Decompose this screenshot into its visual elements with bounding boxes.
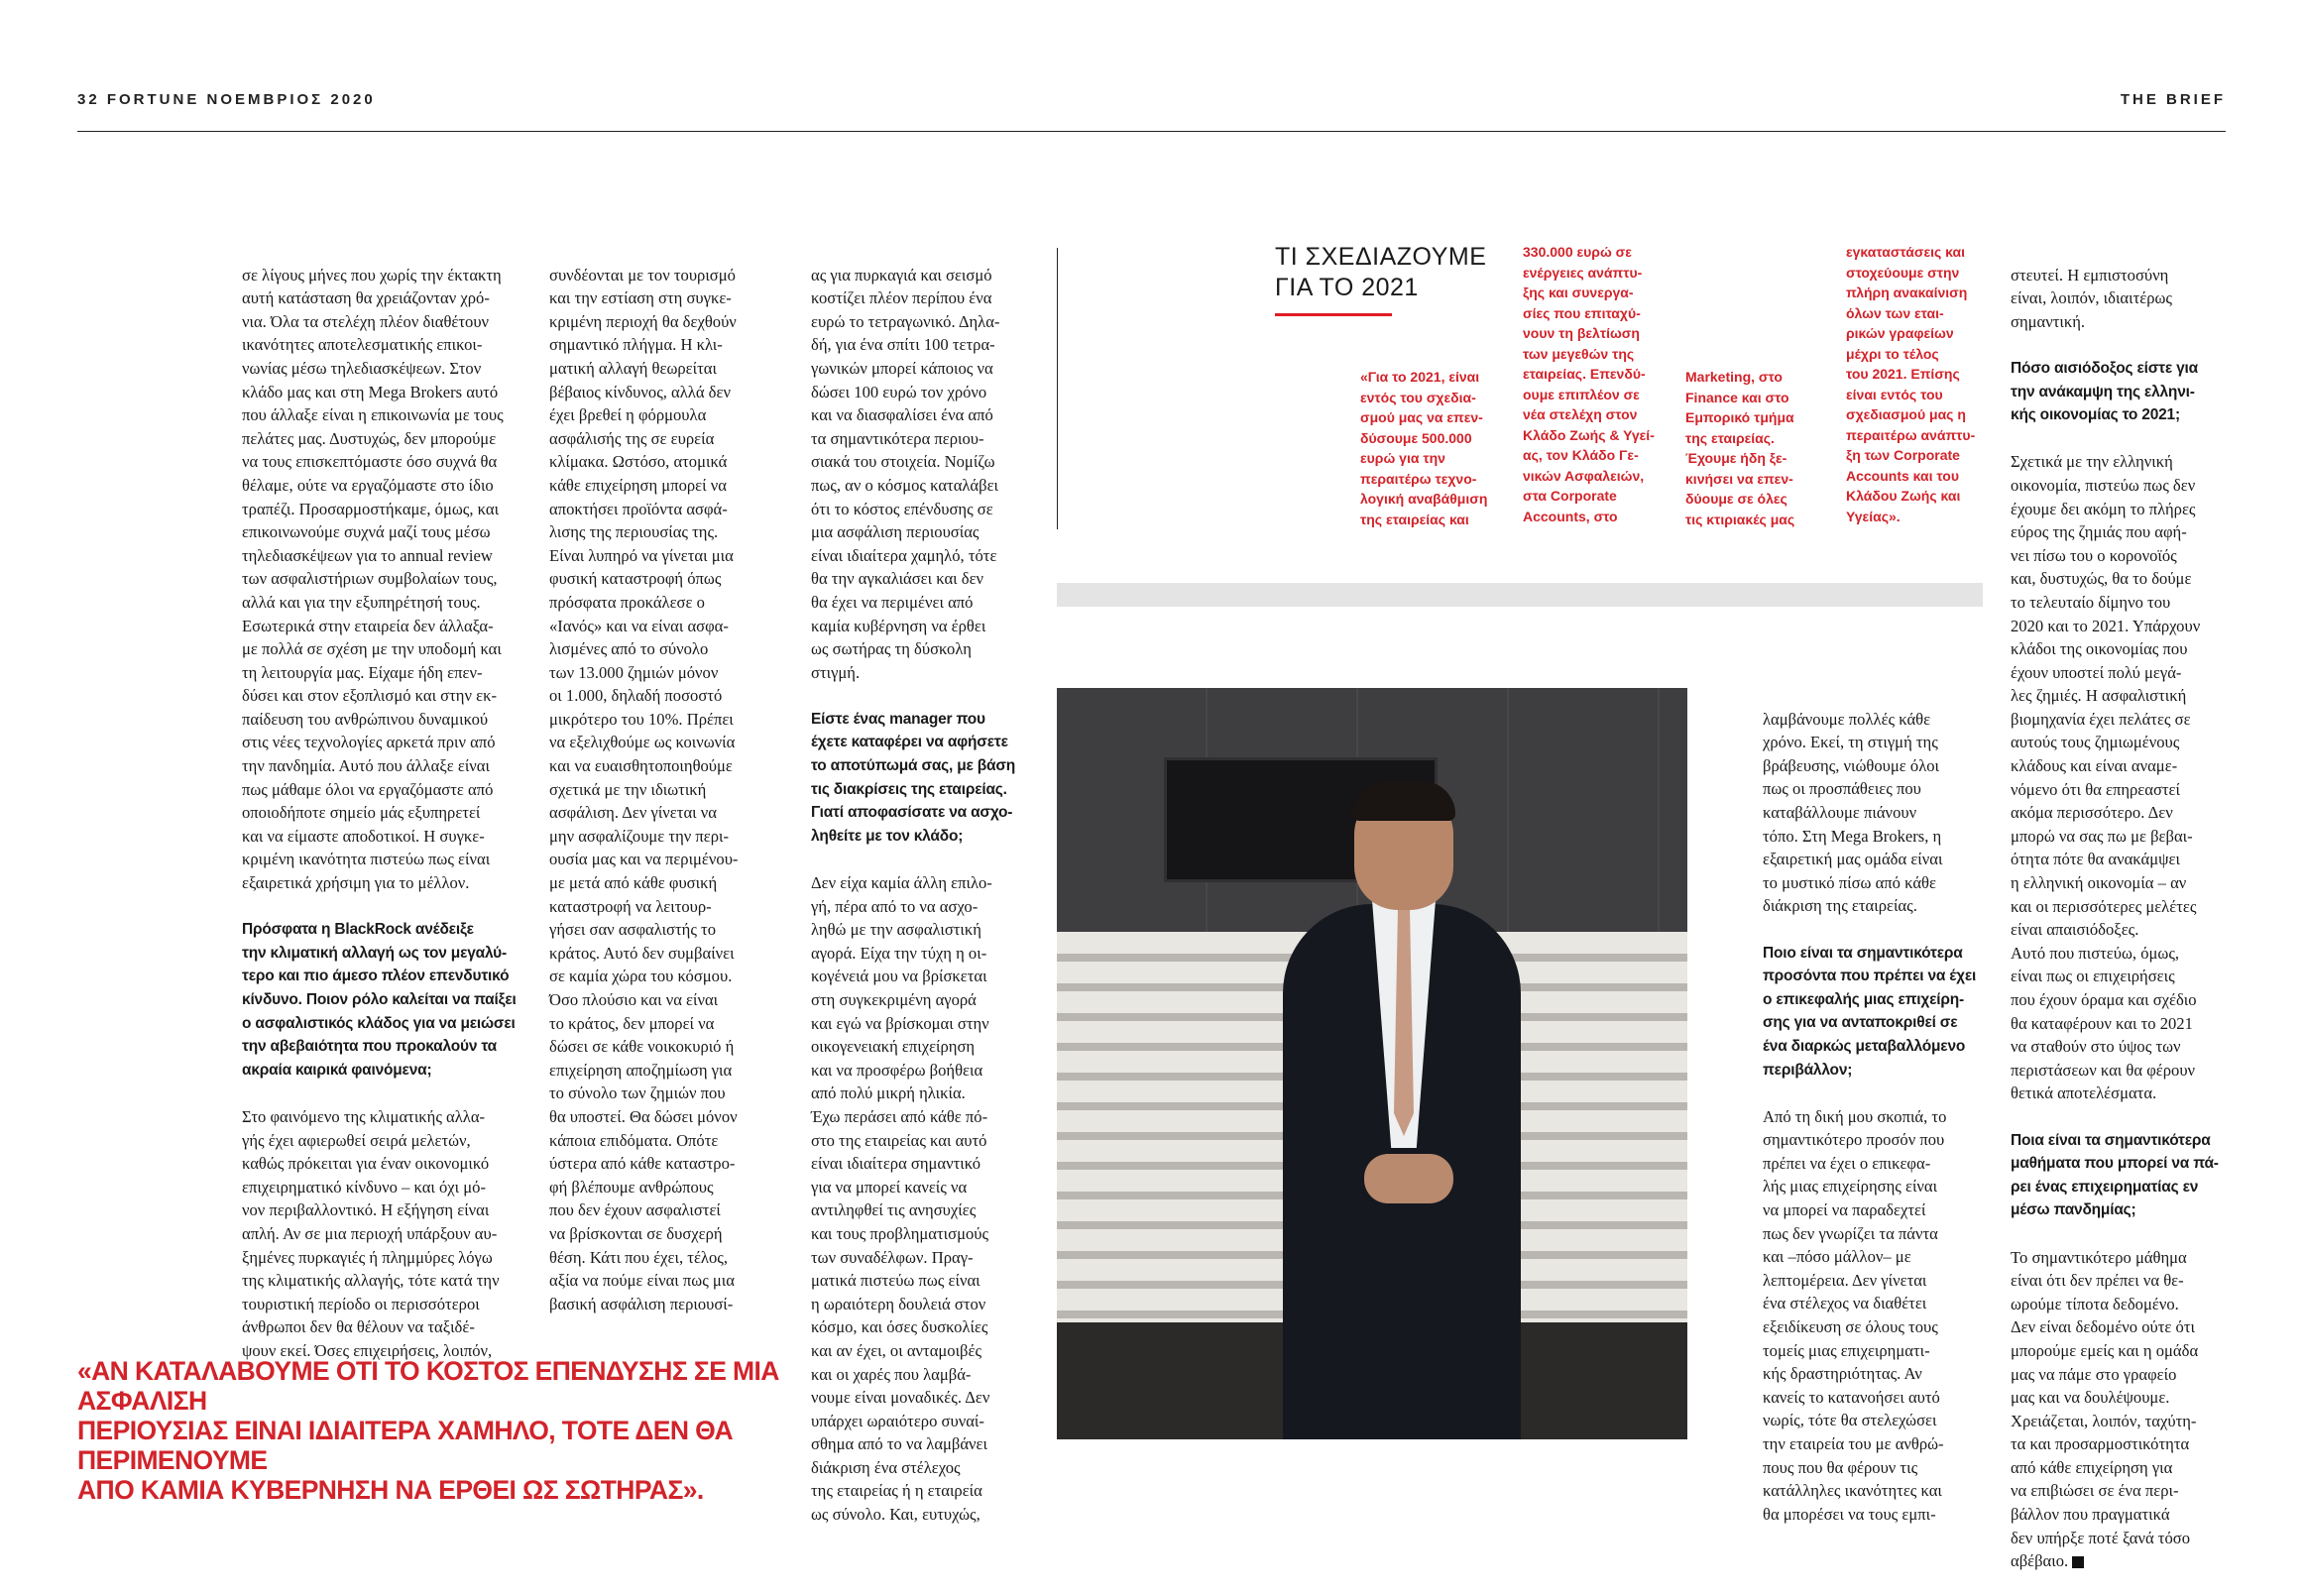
paragraph: λαμβάνουμε πολλές κάθε χρόνο. Εκεί, τη στιγμή της βράβευσης, νιώθουμε όλοι πως οι προσπάθειες που καταβάλλουμε πιάνουν τόπο. Στη Mega Brokers, η εξαιρετική μας ομάδα είναι το μυστικό πίσω από κάθε διάκριση της εταιρείας. (1763, 709, 1943, 916)
interview-question: Ποιο είναι τα σημαντικότερα προσόντα που πρέπει να έχει ο επικεφαλής μιας επιχείρη- σης για να ανταποκριθεί σε ένα διαρκώς μεταβαλλόμενο περιβάλλον; (1763, 944, 1977, 1079)
sidebar-box-text-2: 330.000 ευρώ σε ενέργειες ανάπτυ- ξης και συνεργα- σίες που επιταχύ- νουν τη βελτίωση των μεγεθών της εταιρείας. Επενδύ- ουμε επιπλέον σε νέα στελέχη στον Κλάδο Ζωής & Υγεί- ας, τον Κλάδο Γε- νικών Ασφαλειών, στα Corporate Accounts, στο (1523, 244, 1655, 524)
pull-quote: «ΑΝ ΚΑΤΑΛΑΒΟΥΜΕ ΟΤΙ ΤΟ ΚΟΣΤΟΣ ΕΠΕΝΔΥΣΗΣ ΣΕ ΜΙΑ ΑΣΦΑΛΙΣΗ ΠΕΡΙΟΥΣΙΑΣ ΕΙΝΑΙ ΙΔΙΑΙΤΕΡΑ ΧΑΜΗΛΟ, ΤΟΤΕ ΔΕΝ ΘΑ ΠΕΡΙΜΕΝΟΥΜΕ ΑΠΟ ΚΑΜΙΑ ΚΥΒΕΡΝΗΣΗ ΝΑ ΕΡΘΕΙ ΩΣ ΣΩΤΗΡΑΣ». (77, 1356, 779, 1505)
paragraph: σε λίγους μήνες που χωρίς την έκτακτη αυτή κατάσταση θα χρειάζονταν χρό- νια. Όλα τα στελέχη πλέον διαθέτουν ικανότητες αποτελεσματικής επικοι- νωνίας μέσω τηλεδιασκέψεων. Στον κλάδο μας και στη Mega Brokers αυτό που άλλαξε είναι η επικοινωνία με τους πελάτες μας. Δυστυχώς, δεν μπορούμε να τους επισκεπτόμαστε όσο συχνά θα θέλαμε, ούτε να εργαζόμαστε στο ίδιο τραπέζι. Προσαρμοστήκαμε, όμως, και επικοινωνούμε συχνά μαζί τους μέσω τηλεδιασκέψεων για το annual review των ασφαλιστήριων συμβολαίων τους, αλλά και για την εξυπηρέτησή τους. Εσωτερικά στην εταιρεία δεν άλλαξα- με πολλά σε σχέση με την υποδομή και τη λειτουργία μας. Είχαμε ήδη επεν- δύσει και στον εξοπλισμό και στην εκ- παίδευση του ανθρώπινου δυναμικού στις νέες τεχνολογίες αρκετά πριν από την πανδημία. Αυτό που άλλαξε είναι πως μάθαμε όλοι να εργαζόμαστε από οποιοδήποτε σημείο μάς εξυπηρετεί και να είμαστε αποδοτικοί. Η συγκε- κριμένη ικανότητα πιστεύω πως είναι εξαιρετικά χρήσιμη για το μέλλον. (242, 265, 504, 893)
paragraph: ας για πυρκαγιά και σεισμό κοστίζει πλέον περίπου ένα ευρώ το τετραγωνικό. Δηλα- δή, για ένα σπίτι 100 τετρα- γωνικών μπορεί κάποιος να δώσει 100 ευρώ τον χρόνο και να διασφαλίσει ένα από τα σημαντικότερα περιου- σιακά του στοιχεία. Νομίζω πως, αν ο κόσμος καταλάβει ότι το κόστος επένδυσης σε μια ασφάλιση περιουσίας είναι ιδιαίτερα χαμηλό, τότε θα την αγκαλιάσει και δεν θα έχει να περιμένει από καμία κυβέρνηση να έρθει ως σωτήρας τη δύσκολη στιγμή. (811, 265, 1000, 682)
closing-paragraph: Το σημαντικότερο μάθημα είναι ότι δεν πρέπει να θε- ωρούμε τίποτα δεδομένο. Δεν είναι δεδομένο ούτε ότι μπορούμε εμείς και η ομάδα μας να πάμε στο γραφείο μας και να δουλέψουμε. Χρειάζεται, λοιπόν, ταχύτη- τα και προσαρμοστικότητα από κάθε επιχείρηση για να επιβιώσει σε ένα περι- βάλλον που πραγματικά δεν υπήρξε ποτέ ξανά τόσο αβέβαιο. (2011, 1247, 2199, 1571)
article-column-2 (549, 240, 773, 1339)
sidebar-box-title: ΤΙ ΣΧΕΔΙΑΖΟΥΜΕ ΓΙΑ ΤΟ 2021 (1275, 243, 1487, 301)
photo-hands (1364, 1154, 1453, 1203)
paragraph (2011, 1246, 2235, 1573)
section-name: THE BRIEF (2120, 91, 2226, 108)
paragraph: Σχετικά με την ελληνική οικονομία, πιστεύω πως δεν έχουμε δει ακόμη το πλήρες εύρος της ζημιάς που αφή- νει πίσω του ο κορονοϊός και, δυστυχώς, θα το δούμε το τελευταίο δίμηνο του 2020 και το 2021. Υπάρχουν κλάδοι της οικονομίας που έχουν υποστεί πολύ μεγά- λες ζημιές. Η ασφαλιστική βιομηχανία έχει πελάτες σε αυτούς τους ζημιωμένους κλάδους και είναι αναμε- νόμενο ότι θα επηρεαστεί ακόμα περισσότερο. Δεν μπορώ να σας πω με βεβαι- ότητα πότε θα ανακάμψει η ελληνική οικονομία – αν και οι περισσότερες μελέτες είναι απαισιόδοξες. Αυτό που πιστεύω, όμως, είναι πως οι επιχειρήσεις που έχουν όραμα και σχέδιο θα καταφέρουν και το 2021 να σταθούν στο ύψος των περιστάσεων και θα φέρουν θετικά αποτελέσματα. (2011, 452, 2201, 1103)
page-header-left: 32 FORTUNE ΝΟΕΜΒΡΙΟΣ 2020 (77, 91, 376, 108)
paragraph: Στο φαινόμενο της κλιματικής αλλα- γής έχει αφιερωθεί σειρά μελετών, καθώς πρόκειται για έναν οικονομικό επιχειρηματικό κίνδυνο – και όχι μό- νον περιβαλλοντικό. Η εξήγηση είναι απλή. Αν σε μια περιοχή υπάρξουν αυ- ξημένες πυρκαγιές ή πλημμύρες λόγω της κλιματικής αλλαγής, τότε κατά την τουριστική περίοδο οι περισσότεροι άνθρωποι δεν θα θέλουν να ταξιδέ- ψουν εκεί. Όσες επιχειρήσεις, λοιπόν, (242, 1106, 500, 1360)
article-column-4 (1763, 684, 1987, 1549)
end-mark-icon (2072, 1556, 2084, 1568)
interview-question: Ποια είναι τα σημαντικότερα μαθήματα που μπορεί να πά- ρει ένας επιχειρηματίας εν μέσω πανδημίας; (2011, 1131, 2219, 1219)
paragraph: στευτεί. Η εμπιστοσύνη είναι, λοιπόν, ιδιαιτέρως σημαντική. (2011, 265, 2172, 331)
interview-question: Πρόσφατα η BlackRock ανέδειξε την κλιματική αλλαγή ως τον μεγαλύ- τερο και πιο άμεσο πλέον επενδυτικό κίνδυνο. Ποιον ρόλο καλείται να παίξει ο ασφαλιστικός κλάδος για να μειώσει την αβεβαιότητα που προκαλούν τα ακραία καιρικά φαινόμενα; (242, 921, 517, 1079)
article-column-3 (811, 240, 1035, 1549)
grey-separator-bar (1057, 583, 1983, 607)
paragraph: συνδέονται με τον τουρισμό και την εστίαση στη συγκε- κριμένη περιοχή θα δεχθούν σημαντικό πλήγμα. Η κλι- ματική αλλαγή θεωρείται βέβαιος κίνδυνος, αλλά δεν έχει βρεθεί η φόρμουλα ασφάλισής της σε ευρεία κλίμακα. Ωστόσο, ατομικά κάθε επιχείρηση μπορεί να αποκτήσει προϊόντα ασφά- λισης της περιουσίας της. Είναι λυπηρό να γίνεται μια φυσική καταστροφή όπως πρόσφατα προκάλεσε ο «Ιανός» και να είναι ασφα- λισμένες από το σύνολο των 13.000 ζημιών μόνον οι 1.000, δηλαδή ποσοστό μικρότερο του 10%. Πρέπει να εξελιχθούμε ως κοινωνία και να ευαισθητοποιηθούμε σχετικά με την ιδιωτική ασφάλιση. Δεν γίνεται να μην ασφαλίζουμε την περι- ουσία μας και να περιμένου- με μετά από κάθε φυσική καταστροφή να λειτουρ- γήσει σαν ασφαλιστής το κράτος. Αυτό δεν συμβαίνει σε καμία χώρα του κόσμου. Όσο πλούσιο και να είναι το κράτος, δεν μπορεί να δώσει σε κάθε νοικοκυριό ή επιχείρηση αποζημίωση για το σύνολο των ζημιών που θα υποστεί. Θα δώσει μόνον κάποια επιδόματα. Οπότε ύστερα από κάθε καταστρο- φή βλέπουμε ανθρώπους που δεν έχουν ασφαλιστεί να βρίσκονται σε δυσχερή θέση. Κάτι που έχει, τέλος, αξία να πούμε είναι πως μια βασική ασφάλιση περιουσί- (549, 265, 739, 1313)
portrait-photo (1057, 688, 1687, 1439)
sidebar-box-text-4: εγκαταστάσεις και στοχεύουμε στην πλήρη ανακαίνιση όλων των εται- ρικών γραφείων μέχρι το τέλος του 2021. Επίσης είναι εντός του σχεδιασμού μας η περαιτέρω ανάπτυ- ξη των Corporate Accounts και του Κλάδου Ζωής και Υγείας». (1846, 244, 1976, 524)
photo-hair (1352, 781, 1455, 821)
interview-question: Πόσο αισιόδοξος είστε για την ανάκαμψη της ελληνι- κής οικονομίας το 2021; (2011, 359, 2198, 424)
sidebar-box-text-3: Marketing, στο Finance και στο Εμπορικό τμήμα της εταιρείας. Έχουμε ήδη ξε- κινήσει να επεν- δύουμε σε όλες τις κτιριακές μας (1685, 369, 1795, 527)
box-divider (1057, 248, 1058, 529)
paragraph: Από τη δική μου σκοπιά, το σημαντικότερο προσόν που πρέπει να έχει ο επικεφα- λής μιας επιχείρησης είναι να μπορεί να παραδεχτεί πως δεν γνωρίζει τα πάντα και –πόσο μάλλον– με λεπτομέρεια. Δεν γίνεται ένα στέλεχος να διαθέτει εξειδίκευση σε όλους τους τομείς μιας επιχειρηματι- κής δραστηριότητας. Αν κανείς το κατανοήσει αυτό νωρίς, τότε θα στελεχώσει την εταιρεία του με ανθρώ- πους που θα φέρουν τις κατάλληλες ικανότητες και θα μπορέσει να τους εμπι- (1763, 1106, 1947, 1524)
header-rule (77, 131, 2226, 132)
interview-question: Είστε ένας manager που έχετε καταφέρει να αφήσετε το αποτύπωμά σας, με βάση τις διακρίσεις της εταιρείας. Γιατί αποφασίσατε να ασχο- ληθείτε με τον κλάδο; (811, 710, 1016, 845)
sidebar-box-text-1: «Για το 2021, είναι εντός του σχεδια- σμού μας να επεν- δύσουμε 500.000 ευρώ για την περαιτέρω τεχνο- λογική αναβάθμιση της εταιρείας και (1360, 369, 1488, 527)
paragraph: Δεν είχα καμία άλλη επιλο- γή, πέρα από το να ασχο- ληθώ με την ασφαλιστική αγορά. Είχα την τύχη η οι- κογένειά μου να βρίσκεται στη συγκεκριμένη αγορά και εγώ να βρίσκομαι στην οικογενειακή επιχείρηση και να προσφέρω βοήθεια από πολύ μικρή ηλικία. Έχω περάσει από κάθε πό- στο της εταιρείας και αυτό είναι ιδιαίτερα σημαντικό για να μπορεί κανείς να αντιληφθεί τις ανησυχίες και τους προβληματισμούς των συναδέλφων. Πραγ- ματικά πιστεύω πως είναι η ωραιότερη δουλειά στον κόσμο, και όσες δυσκολίες και αν έχει, οι ανταμοιβές και οι χαρές που λαμβά- νουμε είναι μοναδικές. Δεν υπάρχει ωραιότερο συναί- σθημα από το να λαμβάνει διάκριση ένα στέλεχος της εταιρείας ή η εταιρεία ως σύνολο. Και, ευτυχώς, (811, 873, 992, 1525)
article-column-1 (242, 240, 539, 1386)
article-column-5 (2011, 240, 2235, 1596)
accent-bar (1275, 313, 1392, 316)
